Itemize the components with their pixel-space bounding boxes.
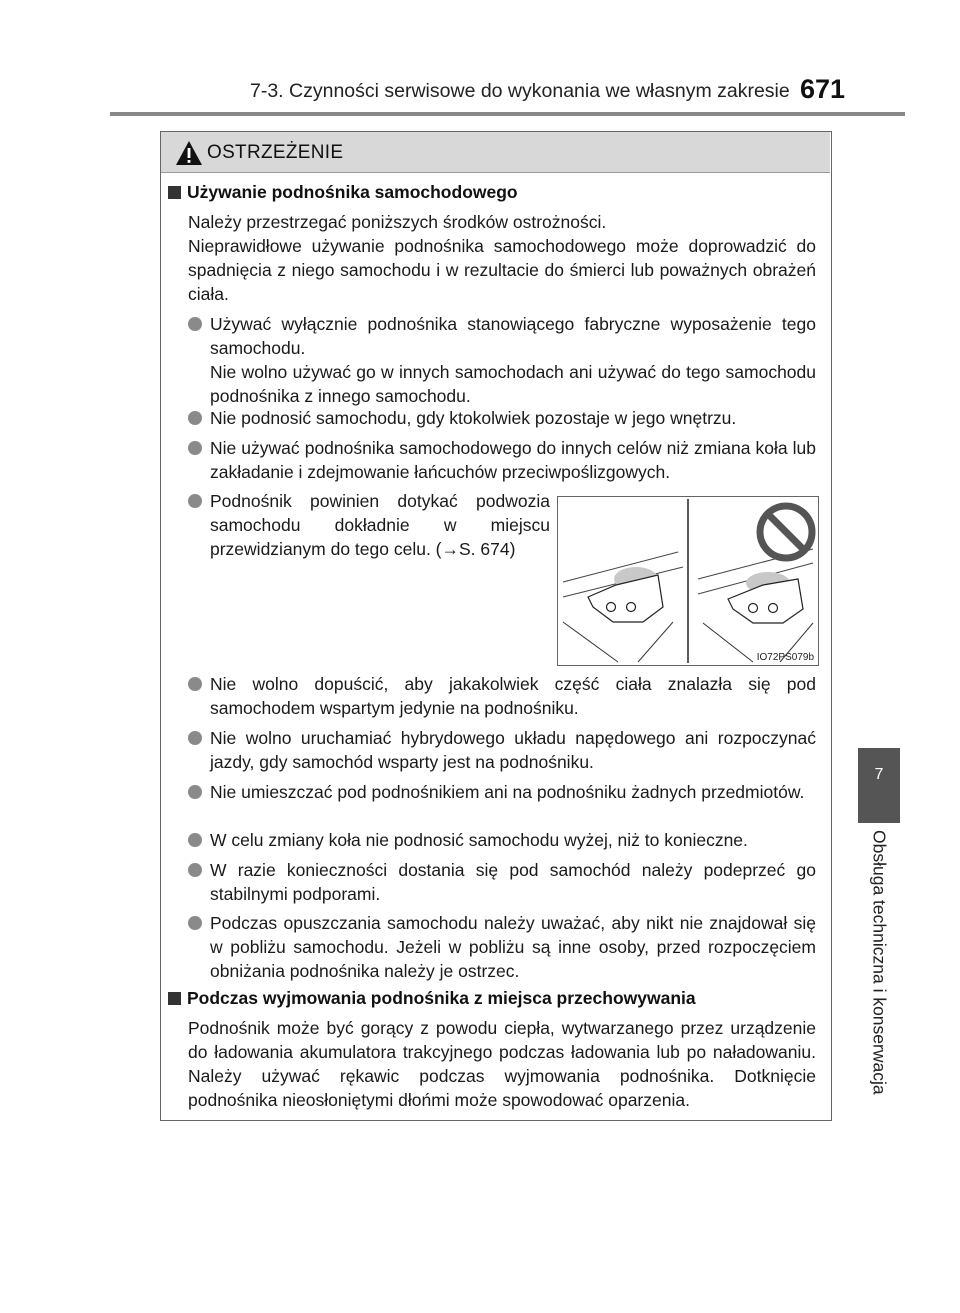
list-item: W razie konieczności dostania się pod samochód należy podeprzeć go stabilnymi podporami. <box>188 858 816 906</box>
list-item: Nie umieszczać pod podnośnikiem ani na podnośniku żadnych przedmiotów. <box>188 780 816 804</box>
list-item: Nie używać podnośnika samochodowego do innych celów niż zmiana koła lub zakładanie i zdejmowanie łańcuchów przeciwpoślizgowych. <box>188 436 816 484</box>
chapter-title-vertical <box>860 830 898 1120</box>
list-item: W celu zmiany koła nie podnosić samochodu wyżej, niż to konieczne. <box>188 828 816 852</box>
list-item: Nie podnosić samochodu, gdy ktokolwiek pozostaje w jego wnętrzu. <box>188 406 816 430</box>
square-bullet-icon <box>168 992 181 1005</box>
bullet-icon <box>188 441 202 455</box>
bullet-icon <box>188 677 202 691</box>
warning-header <box>161 132 830 173</box>
section-title: 7-3. Czynności serwisowe do wykonania we własnym zakresie <box>250 80 790 102</box>
chapter-title: Obsługa techniczna i konserwacja <box>869 830 890 1095</box>
header-divider <box>110 112 905 116</box>
warning-box <box>160 131 832 1121</box>
chapter-tab[interactable] <box>858 748 900 823</box>
bullet-icon <box>188 863 202 877</box>
prohibited-icon <box>760 506 812 558</box>
bullet-icon <box>188 916 202 930</box>
jack-position-figure <box>557 496 819 666</box>
page-header <box>0 0 960 115</box>
intro-paragraph: Należy przestrzegać poniższych środków ostrożności. Nieprawidłowe używanie podnośnika samochodowego może doprowadzić do spadnięcia z niego samochodu i w rezultacie do śmierci lub poważnych obrażeń ciała. <box>188 212 816 304</box>
list-item: Podnośnik powinien dotykać podwozia samochodu dokładnie w miejscu przewidzianym do tego celu. (→S. 674) <box>188 489 550 561</box>
list-item: Nie wolno dopuścić, aby jakakolwiek część ciała znalazła się pod samochodem wspartym jedynie na podnośniku. <box>188 672 816 720</box>
bullet-icon <box>188 411 202 425</box>
figure-code: IO72PS079b <box>756 652 814 663</box>
warning-triangle-icon <box>175 140 203 166</box>
page-number: 671 <box>800 74 846 104</box>
section-heading: Używanie podnośnika samochodowego <box>168 182 518 203</box>
section-heading: Podczas wyjmowania podnośnika z miejsca przechowywania <box>168 988 696 1009</box>
bullet-icon <box>188 317 202 331</box>
list-item: Podczas opuszczania samochodu należy uważać, aby nikt nie znajdował się w pobliżu samochodu. Jeżeli w pobliżu są inne osoby, przed rozpoczęciem obniżania podnośnika należy je ostrzec. <box>188 911 816 983</box>
warning-title: OSTRZEŻENIE <box>207 142 344 163</box>
list-item: Używać wyłącznie podnośnika stanowiącego fabryczne wyposażenie tego samochodu. Nie wolno używać go w innych samochodach ani używać do tego samochodu podnośnika z innego samochodu. <box>188 312 816 408</box>
paragraph: Podnośnik może być gorący z powodu ciepła, wytwarzanego przez urządzenie do ładowania akumulatora trakcyjnego podczas ładowania lub po naładowaniu. Należy używać rękawic podczas wyjmowania podnośnika. Dotknięcie podnośnika nieosłoniętymi dłońmi może spowodować oparzenia. <box>188 1018 816 1110</box>
bullet-icon <box>188 494 202 508</box>
list-item: Nie wolno uruchamiać hybrydowego układu napędowego ani rozpoczynać jazdy, gdy samochód wsparty jest na podnośniku. <box>188 726 816 774</box>
chapter-number: 7 <box>874 766 884 783</box>
jack-illustration <box>558 497 818 665</box>
bullet-icon <box>188 833 202 847</box>
bullet-icon <box>188 785 202 799</box>
square-bullet-icon <box>168 186 181 199</box>
bullet-icon <box>188 731 202 745</box>
